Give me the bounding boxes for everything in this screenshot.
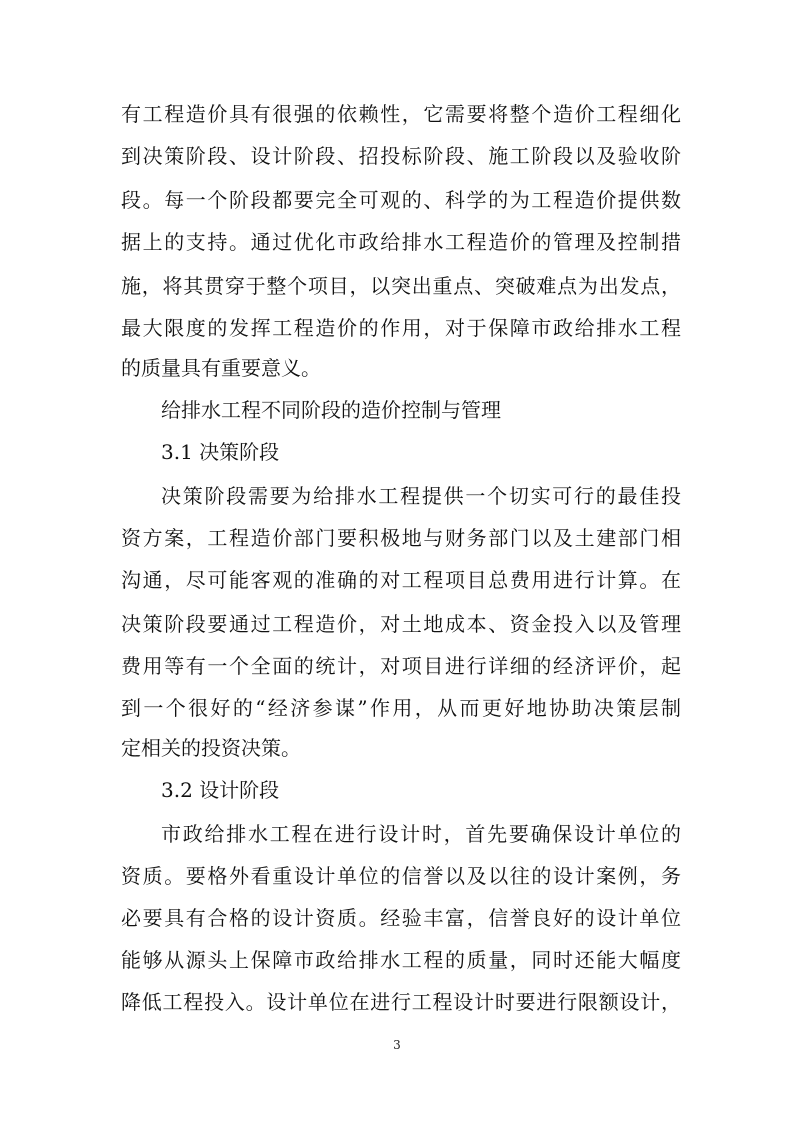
page-number: 3 [393, 1038, 401, 1052]
body-line: 定相关的投资决策。 [121, 736, 301, 760]
body-line: 降低工程投入。设计单位在进行工程设计时要进行限额设计， [121, 990, 681, 1014]
subsection-heading: 3.2 设计阶段 [161, 778, 280, 802]
body-line: 到决策阶段、设计阶段、招投标阶段、施工阶段以及验收阶 [121, 144, 681, 168]
body-line: 决策阶段要通过工程造价，对土地成本、资金投入以及管理 [121, 612, 681, 636]
section-heading: 给排水工程不同阶段的造价控制与管理 [161, 398, 501, 422]
body-line: 最大限度的发挥工程造价的作用，对于保障市政给排水工程 [121, 316, 681, 340]
body-line: 段。每一个阶段都要完全可观的、科学的为工程造价提供数 [121, 188, 681, 212]
body-line: 能够从源头上保障市政给排水工程的质量，同时还能大幅度 [121, 948, 681, 972]
body-line: 必要具有合格的设计资质。经验丰富，信誉良好的设计单位 [121, 906, 681, 930]
paragraph-first-line: 市政给排水工程在进行设计时，首先要确保设计单位的 [161, 822, 681, 846]
body-line: 沟通，尽可能客观的准确的对工程项目总费用进行计算。在 [121, 568, 681, 592]
body-line: 施，将其贯穿于整个项目，以突出重点、突破难点为出发点， [121, 274, 681, 298]
body-line: 资方案，工程造价部门要积极地与财务部门以及土建部门相 [121, 526, 681, 550]
paragraph-first-line: 决策阶段需要为给排水工程提供一个切实可行的最佳投 [161, 484, 681, 508]
body-line: 据上的支持。通过优化市政给排水工程造价的管理及控制措 [121, 230, 681, 254]
body-line: 有工程造价具有很强的依赖性，它需要将整个造价工程细化 [121, 102, 681, 126]
subsection-heading: 3.1 决策阶段 [161, 440, 280, 464]
body-line: 的质量具有重要意义。 [121, 356, 321, 380]
body-line: 到一个很好的“经济参谋”作用，从而更好地协助决策层制 [121, 696, 681, 720]
body-line: 费用等有一个全面的统计，对项目进行详细的经济评价，起 [121, 654, 681, 678]
body-line: 资质。要格外看重设计单位的信誉以及以往的设计案例，务 [121, 864, 681, 888]
